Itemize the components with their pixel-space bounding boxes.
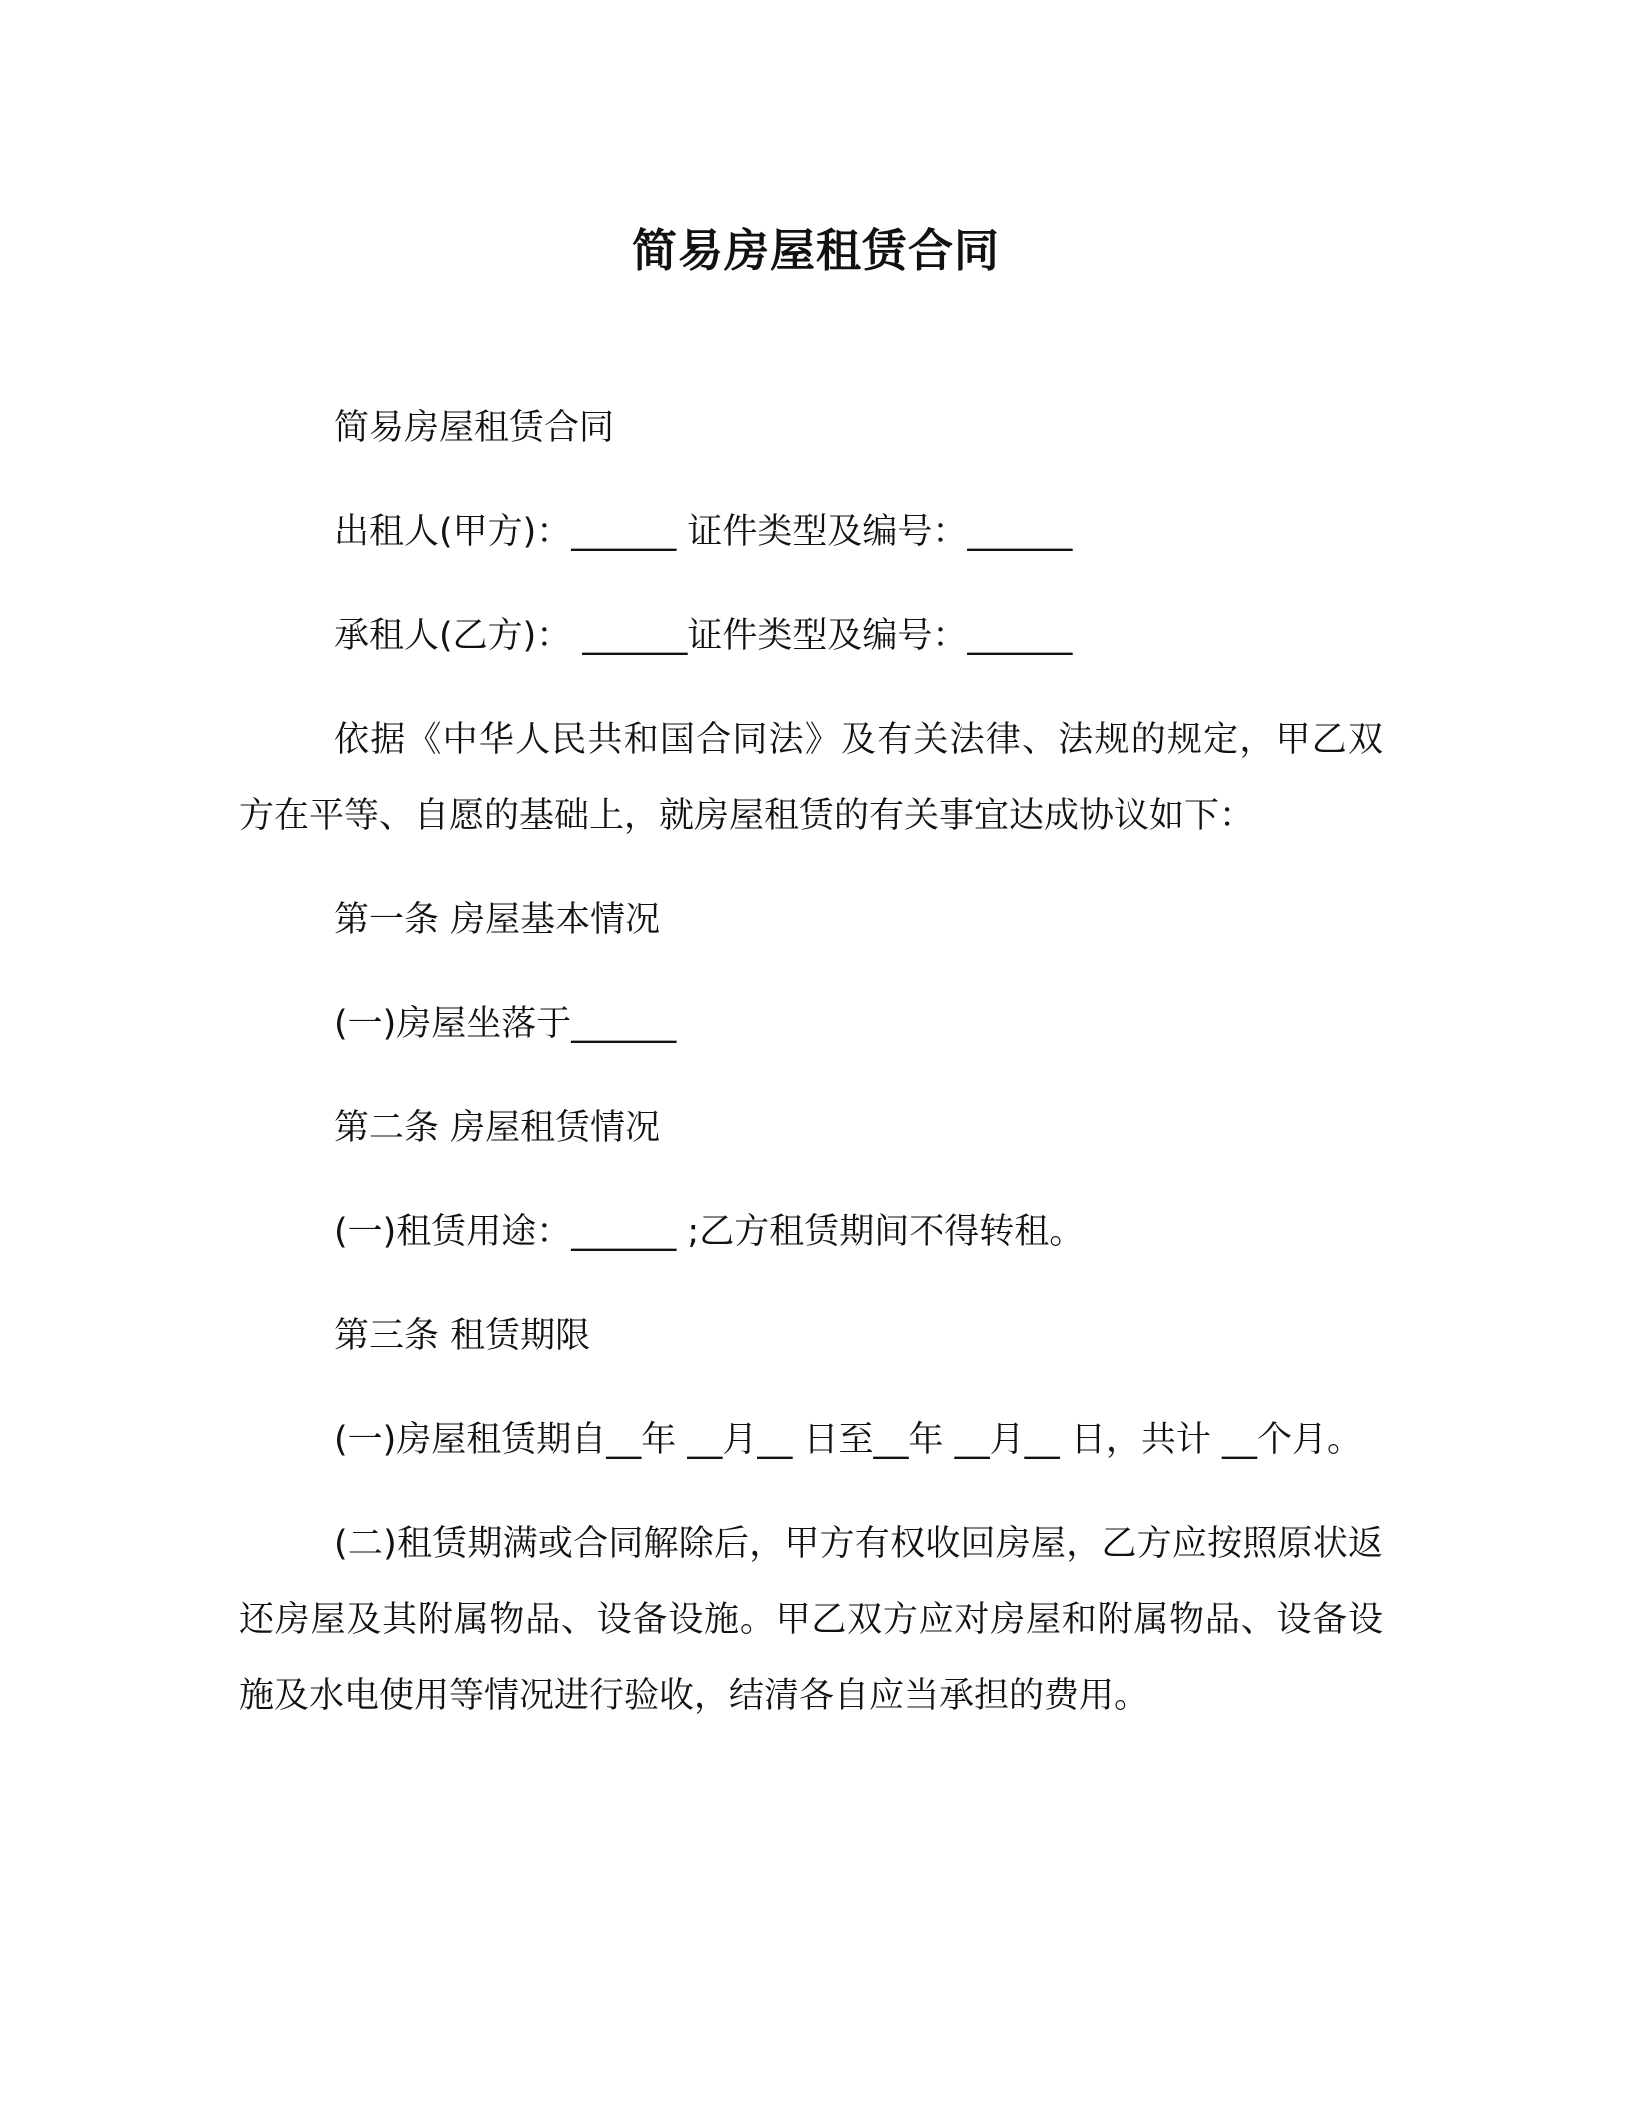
subtitle-paragraph: 简易房屋租赁合同 bbox=[334, 408, 615, 448]
article-2-item-1: (一)租赁用途：______ ;乙方租赁期间不得转租。 bbox=[334, 1212, 1085, 1252]
article-1-item-1: (一)房屋坐落于______ bbox=[334, 1004, 677, 1044]
preamble-paragraph: 依据《中华人民共和国合同法》及有关法律、法规的规定，甲乙双方在平等、自愿的基础上，就房屋租赁的有关事宜达成协议如下： bbox=[239, 720, 1383, 836]
article-3-heading: 第三条 租赁期限 bbox=[334, 1316, 591, 1356]
article-2-heading: 第二条 房屋租赁情况 bbox=[334, 1108, 661, 1148]
document-body bbox=[239, 390, 1383, 1762]
lessee-line: 承租人(乙方)： ______证件类型及编号：______ bbox=[334, 616, 1073, 656]
article-3-item-1: (一)房屋租赁期自__年 __月__ 日至__年 __月__ 日，共计 __个月。 bbox=[334, 1420, 1362, 1460]
article-3-item-2: (二)租赁期满或合同解除后，甲方有权收回房屋，乙方应按照原状返还房屋及其附属物品、设备设施。甲乙双方应对房屋和附属物品、设备设施及水电使用等情况进行验收，结清各自应当承担的费用。 bbox=[239, 1524, 1383, 1716]
article-1-heading: 第一条 房屋基本情况 bbox=[334, 900, 661, 940]
lessor-line: 出租人(甲方)：______ 证件类型及编号：______ bbox=[334, 512, 1073, 552]
document-title: 简易房屋租赁合同 bbox=[631, 224, 1000, 277]
